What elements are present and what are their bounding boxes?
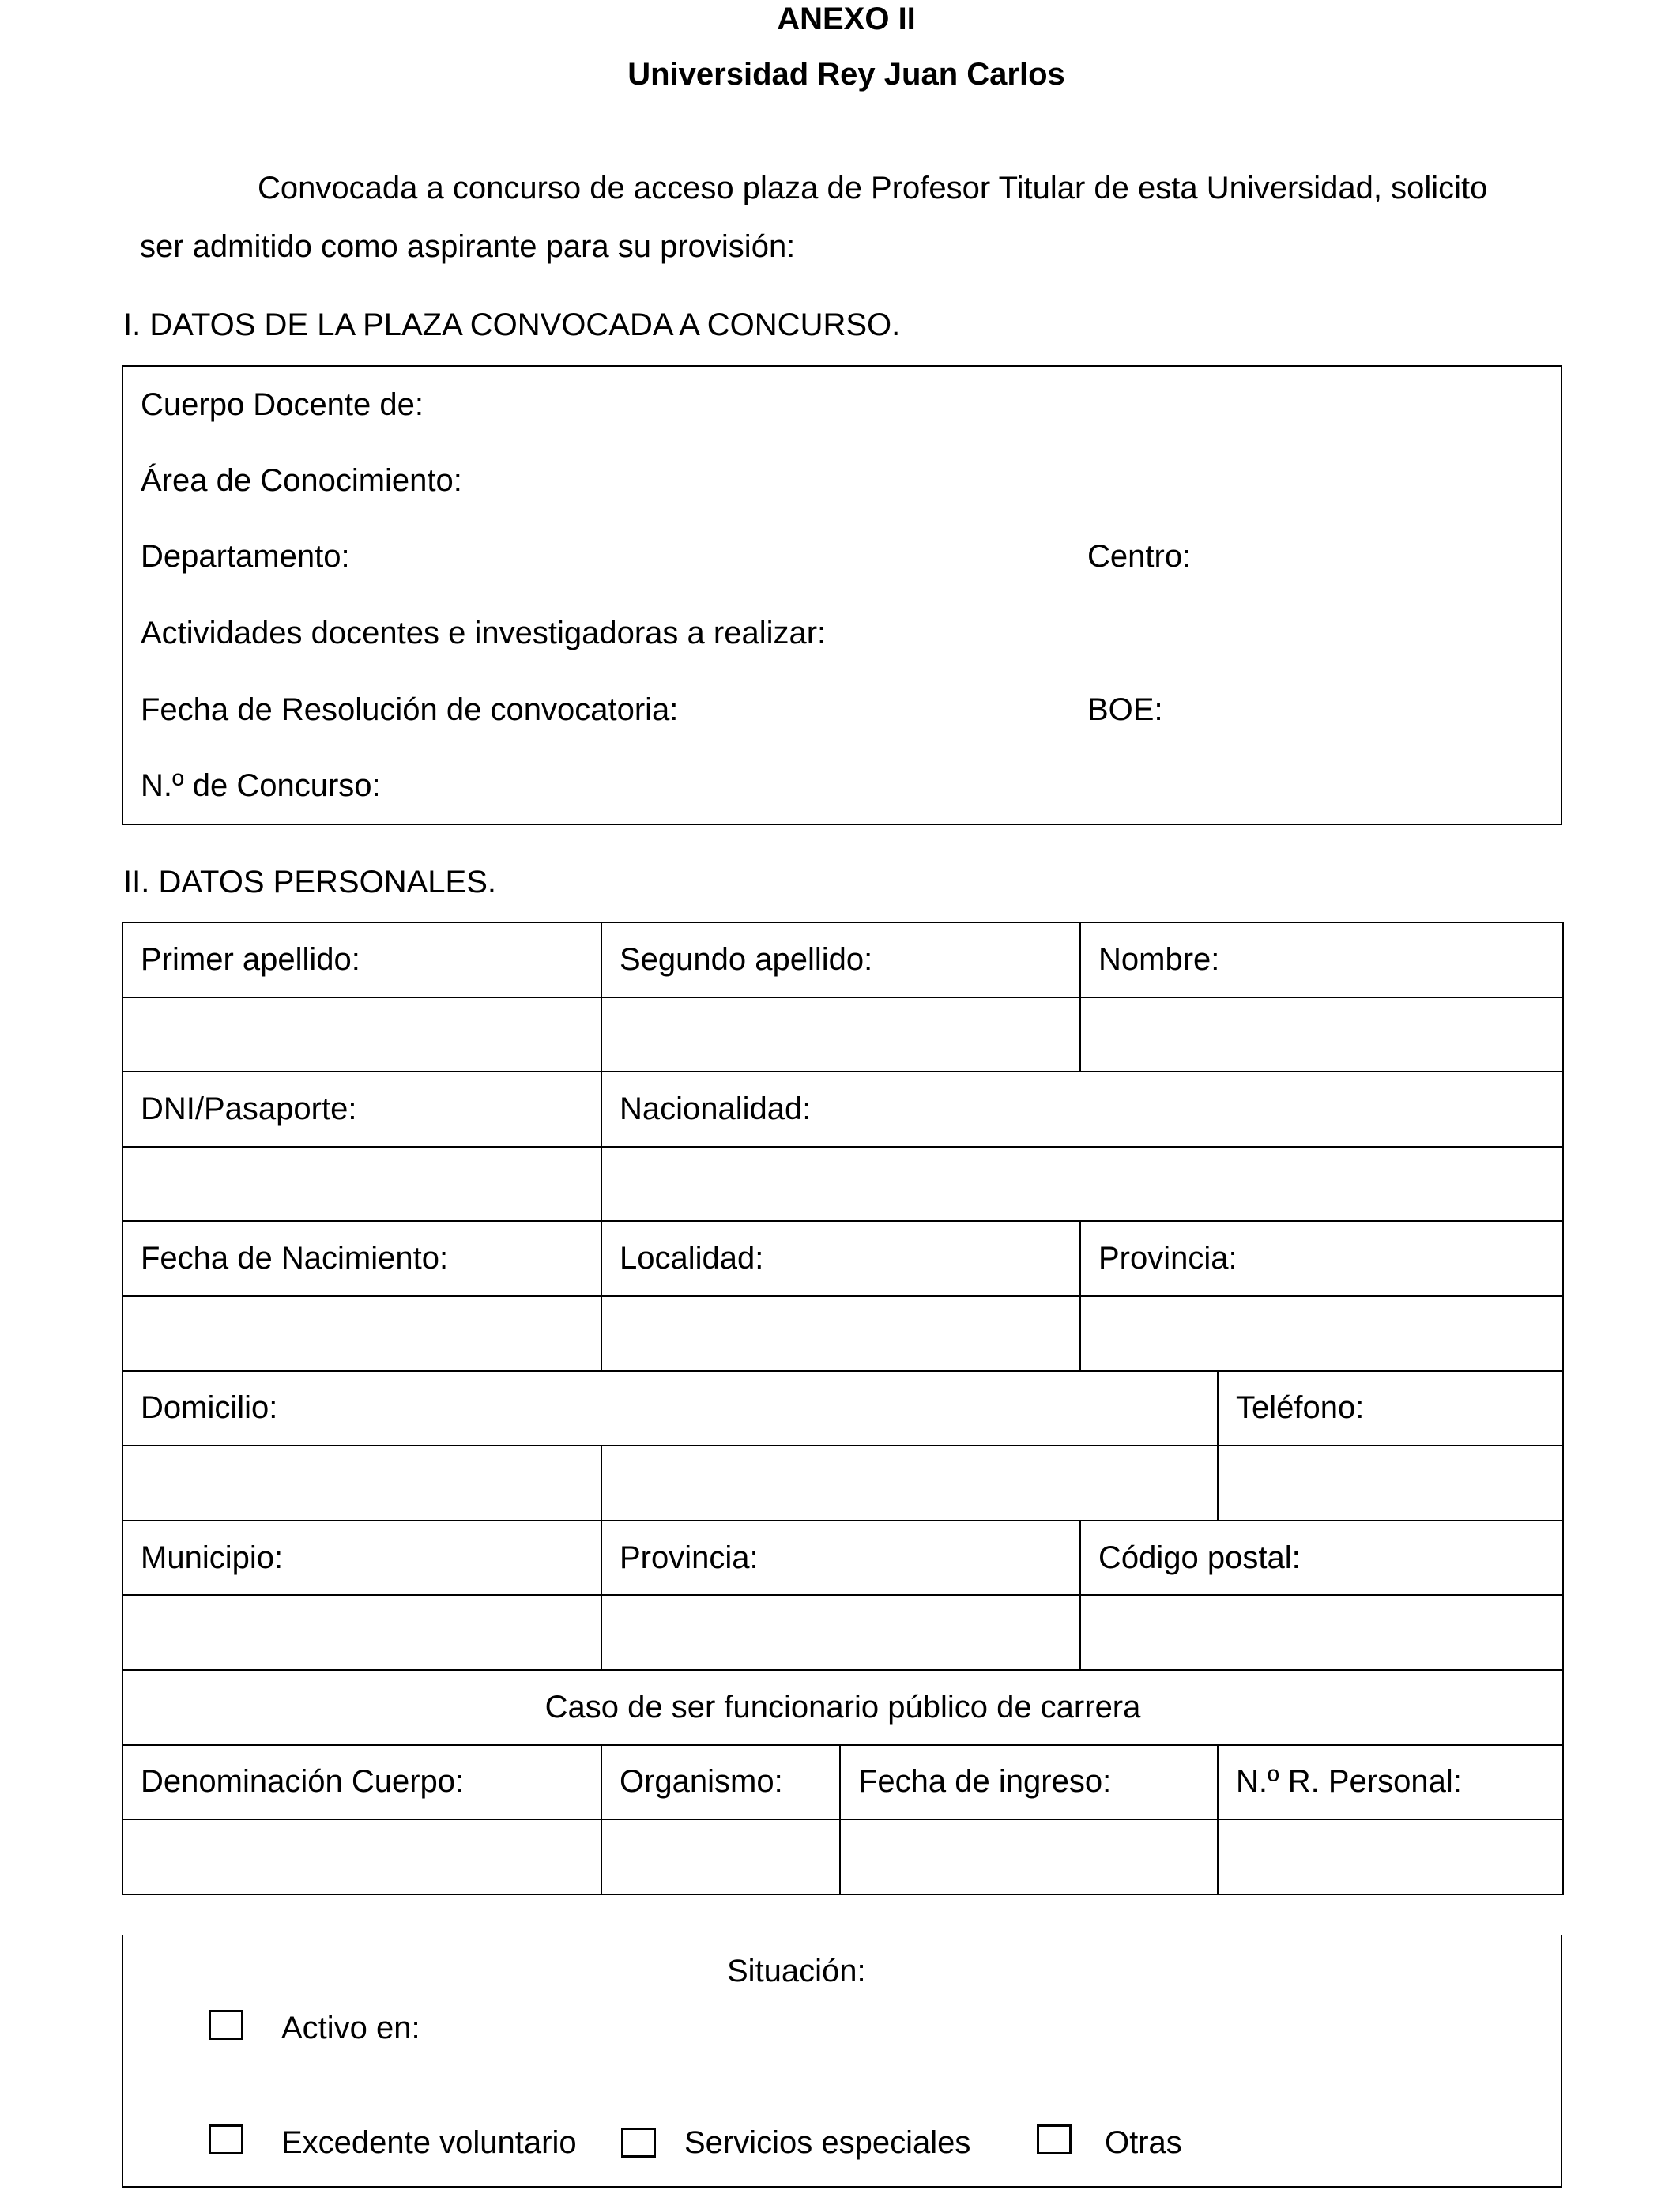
fecha-resolucion-label: Fecha de Resolución de convocatoria: bbox=[141, 692, 679, 727]
table-row bbox=[122, 1521, 1563, 1596]
fecha-ingreso-field[interactable] bbox=[840, 1819, 1218, 1894]
organismo-field[interactable] bbox=[601, 1819, 840, 1894]
university-title: Universidad Rey Juan Carlos bbox=[627, 57, 1065, 92]
telefono-label: Teléfono: bbox=[1218, 1371, 1563, 1446]
departamento-label: Departamento: bbox=[141, 539, 350, 574]
nombre-field[interactable] bbox=[1080, 997, 1563, 1072]
servicios-especiales-checkbox[interactable] bbox=[621, 2128, 656, 2158]
provincia-nacimiento-field[interactable] bbox=[1080, 1296, 1563, 1371]
table-row bbox=[122, 1072, 1563, 1147]
personal-data-table bbox=[122, 922, 1564, 1895]
table-row bbox=[122, 1595, 1563, 1670]
section-2-heading: II. DATOS PERSONALES. bbox=[123, 865, 496, 899]
annex-title: ANEXO II bbox=[777, 2, 916, 36]
codigo-postal-field[interactable] bbox=[1080, 1595, 1563, 1670]
table-row bbox=[122, 1296, 1563, 1371]
nombre-label: Nombre: bbox=[1080, 922, 1563, 997]
provincia-domicilio-field[interactable] bbox=[601, 1595, 1080, 1670]
telefono-field[interactable] bbox=[1218, 1446, 1563, 1521]
centro-label: Centro: bbox=[1087, 539, 1192, 574]
dni-label: DNI/Pasaporte: bbox=[122, 1072, 601, 1147]
provincia-domicilio-label: Provincia: bbox=[601, 1521, 1080, 1596]
funcionario-heading: Caso de ser funcionario público de carrera bbox=[122, 1670, 1563, 1745]
denominacion-cuerpo-label: Denominación Cuerpo: bbox=[122, 1745, 601, 1820]
boe-label: BOE: bbox=[1087, 692, 1163, 727]
domicilio-field-a[interactable] bbox=[122, 1446, 601, 1521]
plaza-data-box bbox=[122, 365, 1562, 825]
fecha-nacimiento-field[interactable] bbox=[122, 1296, 601, 1371]
intro-line-2: ser admitido como aspirante para su provisión: bbox=[140, 229, 796, 264]
nrp-field[interactable] bbox=[1218, 1819, 1563, 1894]
table-row bbox=[122, 922, 1563, 997]
primer-apellido-field[interactable] bbox=[122, 997, 601, 1072]
excedente-checkbox[interactable] bbox=[209, 2124, 243, 2154]
segundo-apellido-field[interactable] bbox=[601, 997, 1080, 1072]
area-conocimiento-label: Área de Conocimiento: bbox=[141, 463, 462, 498]
table-row bbox=[122, 997, 1563, 1072]
otras-label: Otras bbox=[1105, 2125, 1182, 2160]
table-row bbox=[122, 1819, 1563, 1894]
situacion-box bbox=[122, 1935, 1562, 2188]
table-row bbox=[122, 1147, 1563, 1222]
organismo-label: Organismo: bbox=[601, 1745, 840, 1820]
intro-line-1: Convocada a concurso de acceso plaza de Profesor Titular de esta Universidad, solicito bbox=[258, 171, 1488, 205]
actividades-label: Actividades docentes e investigadoras a realizar: bbox=[141, 616, 827, 650]
municipio-field[interactable] bbox=[122, 1595, 601, 1670]
table-row bbox=[122, 1221, 1563, 1296]
localidad-label: Localidad: bbox=[601, 1221, 1080, 1296]
nacionalidad-field[interactable] bbox=[601, 1147, 1563, 1222]
nacionalidad-label: Nacionalidad: bbox=[601, 1072, 1563, 1147]
fecha-ingreso-label: Fecha de ingreso: bbox=[840, 1745, 1218, 1820]
provincia-nacimiento-label: Provincia: bbox=[1080, 1221, 1563, 1296]
excedente-label: Excedente voluntario bbox=[281, 2125, 577, 2160]
numero-concurso-label: N.º de Concurso: bbox=[141, 768, 381, 803]
activo-checkbox[interactable] bbox=[209, 2010, 243, 2040]
denominacion-cuerpo-field[interactable] bbox=[122, 1819, 601, 1894]
segundo-apellido-label: Segundo apellido: bbox=[601, 922, 1080, 997]
primer-apellido-label: Primer apellido: bbox=[122, 922, 601, 997]
table-row bbox=[122, 1745, 1563, 1820]
otras-checkbox[interactable] bbox=[1037, 2124, 1072, 2154]
activo-label: Activo en: bbox=[281, 2011, 420, 2045]
municipio-label: Municipio: bbox=[122, 1521, 601, 1596]
localidad-field[interactable] bbox=[601, 1296, 1080, 1371]
codigo-postal-label: Código postal: bbox=[1080, 1521, 1563, 1596]
table-row bbox=[122, 1371, 1563, 1446]
fecha-nacimiento-label: Fecha de Nacimiento: bbox=[122, 1221, 601, 1296]
section-1-heading: I. DATOS DE LA PLAZA CONVOCADA A CONCURSO. bbox=[123, 307, 901, 342]
dni-field[interactable] bbox=[122, 1147, 601, 1222]
situacion-label: Situación: bbox=[727, 1954, 866, 1989]
nrp-label: N.º R. Personal: bbox=[1218, 1745, 1563, 1820]
table-row bbox=[122, 1446, 1563, 1521]
domicilio-field-b[interactable] bbox=[601, 1446, 1218, 1521]
servicios-especiales-label: Servicios especiales bbox=[684, 2125, 971, 2160]
domicilio-label: Domicilio: bbox=[122, 1371, 1218, 1446]
table-row bbox=[122, 1670, 1563, 1745]
cuerpo-docente-label: Cuerpo Docente de: bbox=[141, 387, 424, 422]
